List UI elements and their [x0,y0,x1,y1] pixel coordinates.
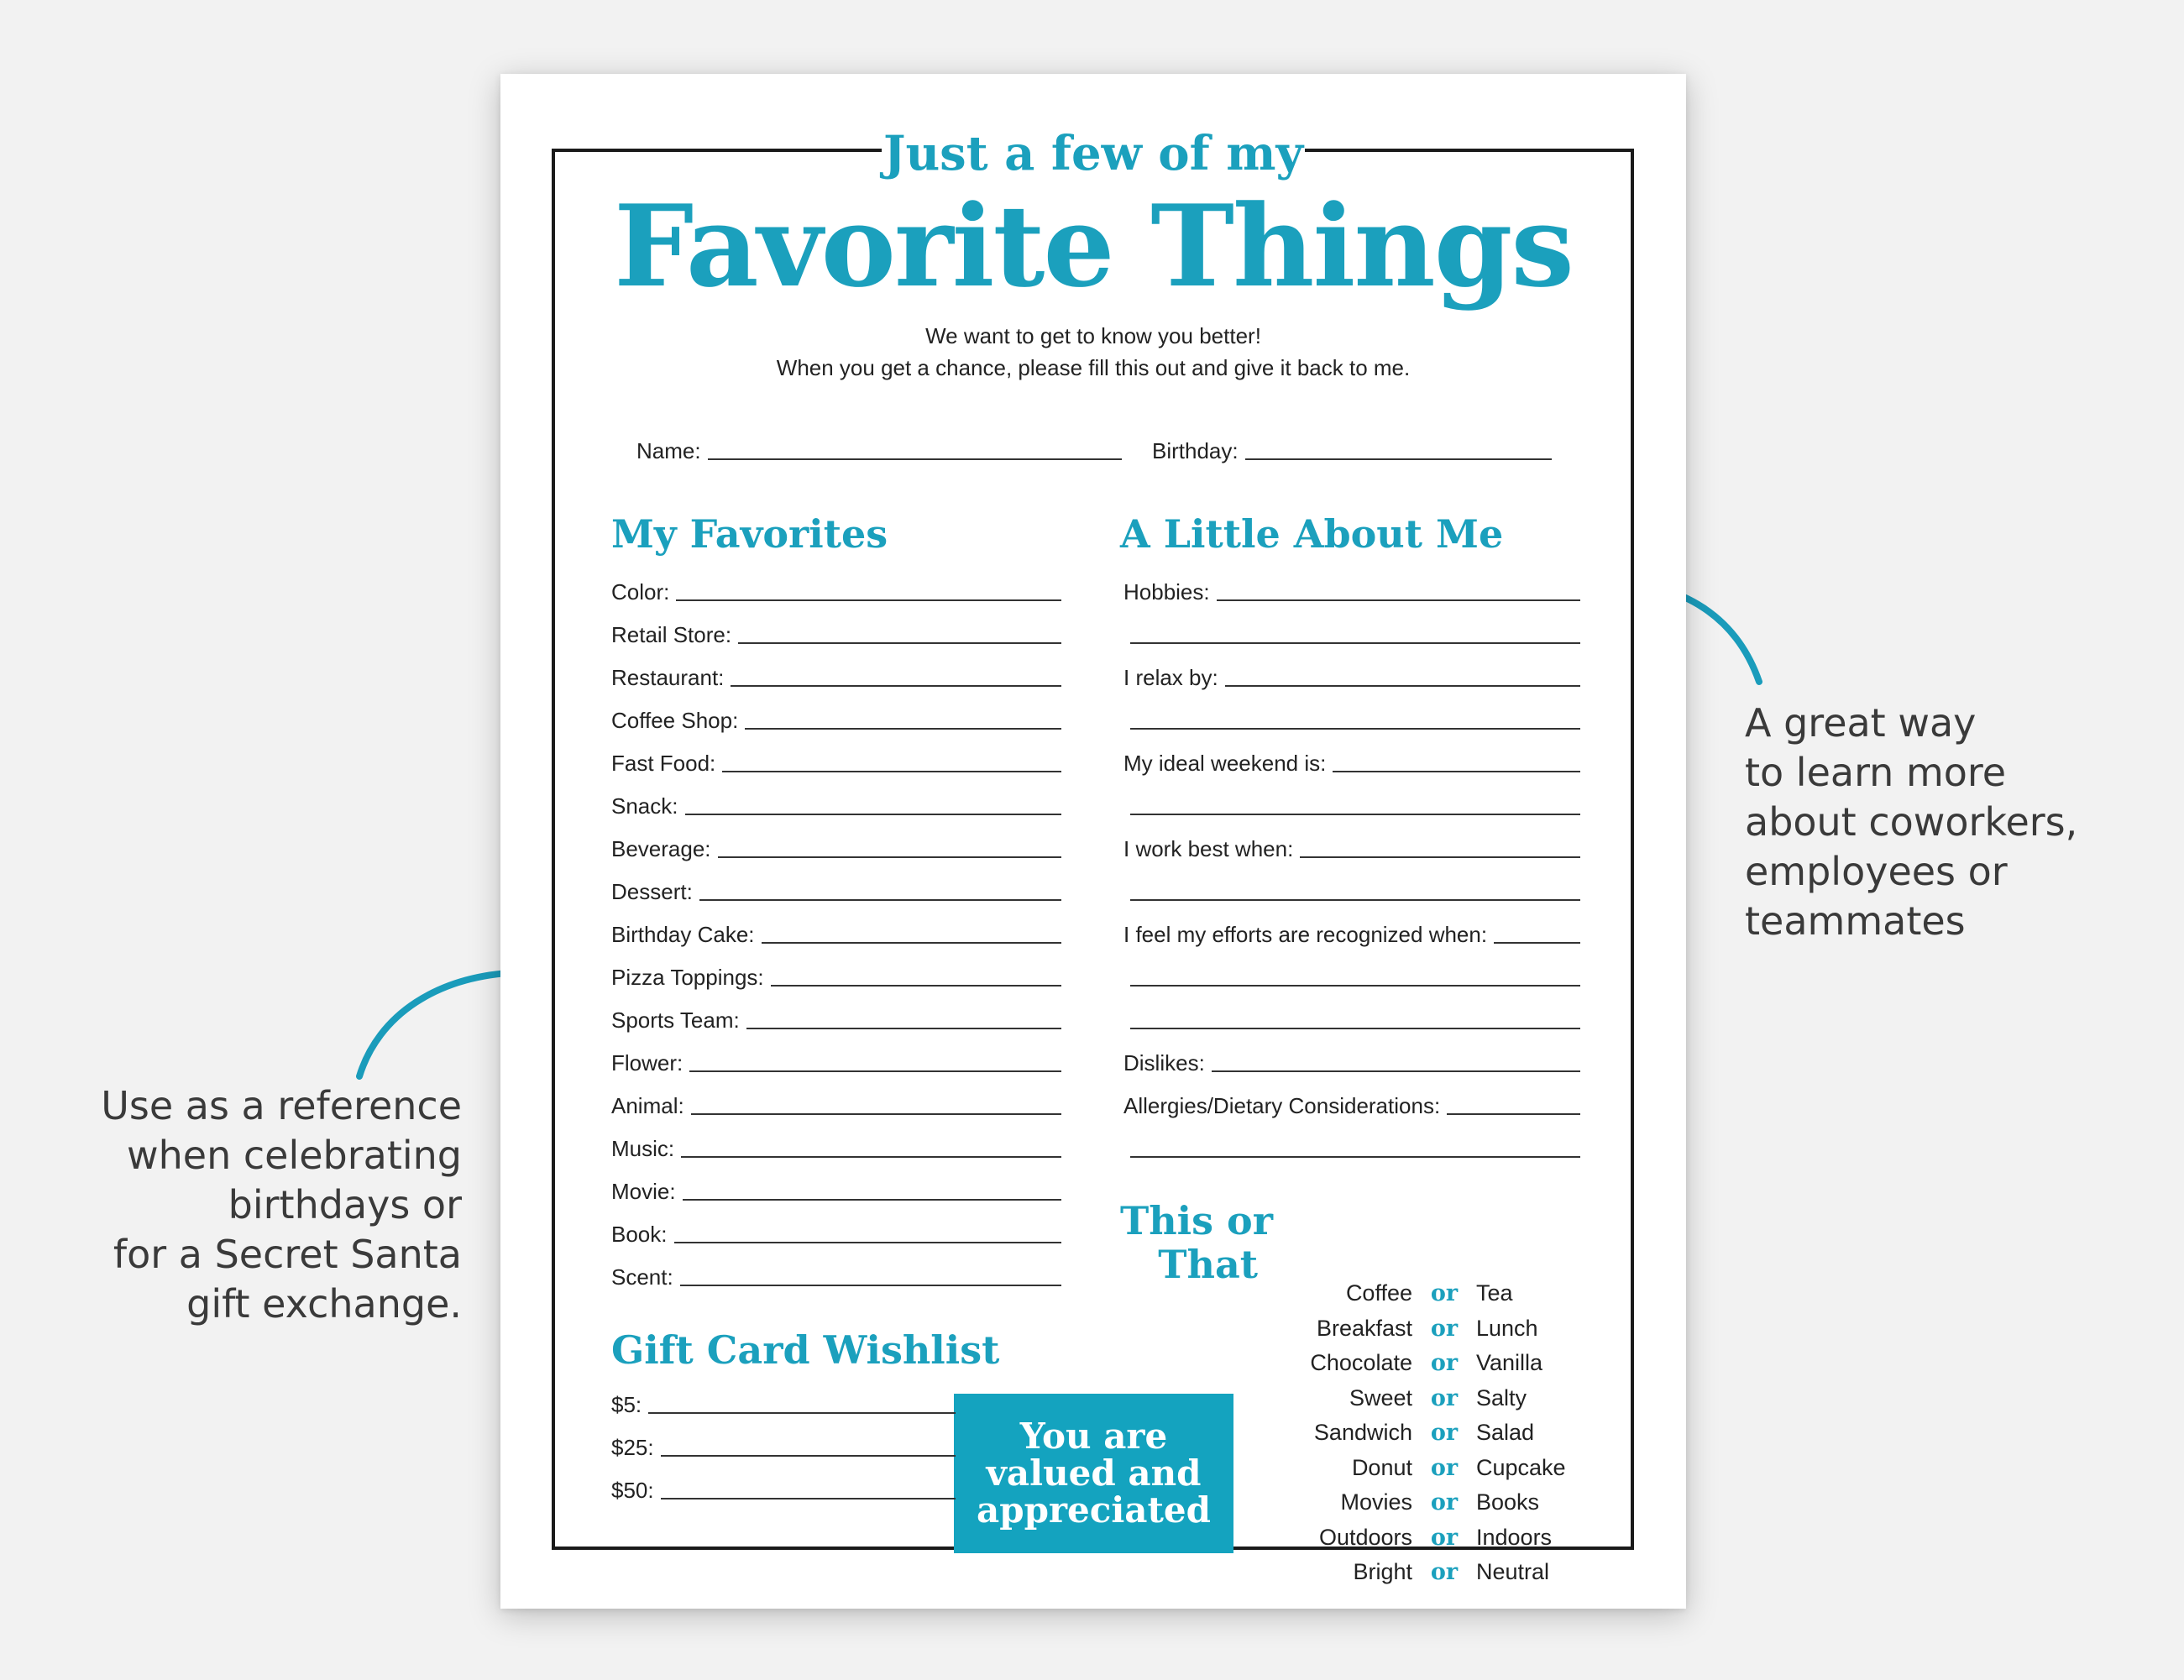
or-connector: or [1430,1315,1459,1342]
about-item-row[interactable] [1123,877,1580,906]
or-connector: or [1430,1420,1459,1446]
gift-card-item-line [648,1412,956,1414]
favorite-item-row[interactable] [611,706,1061,735]
favorite-item-label: Birthday Cake: [611,922,755,947]
favorite-item-label: Animal: [611,1093,684,1118]
about-item-label: Allergies/Dietary Considerations: [1123,1093,1441,1118]
favorite-item-label: Movie: [611,1179,676,1204]
favorite-item-line [689,1070,1061,1072]
about-item-line [1130,814,1580,815]
option-a[interactable]: Chocolate [1310,1350,1412,1375]
or-connector: or [1430,1384,1459,1411]
favorite-item-row[interactable] [611,1220,1061,1248]
favorite-item-row[interactable] [611,1177,1061,1206]
favorite-item-line [683,1199,1061,1201]
or-connector: or [1430,1559,1459,1585]
about-item-line [1217,599,1580,601]
favorite-item-label: Scent: [611,1264,673,1290]
option-b[interactable]: Books [1476,1489,1540,1515]
this-or-that-row [1275,1416,1594,1451]
favorite-item-row[interactable] [611,792,1061,820]
favorite-item-label: Restaurant: [611,665,725,690]
name-field[interactable] [636,437,1122,465]
favorite-item-row[interactable] [611,578,1061,606]
favorite-item-row[interactable] [611,1006,1061,1034]
this-or-that-row [1275,1276,1594,1311]
title-small: Just a few of my [882,120,1305,187]
gift-card-heading: Gift Card Wishlist [611,1327,1000,1373]
about-item-line [1130,1028,1580,1029]
about-item-label: I relax by: [1123,665,1218,690]
favorite-item-label: Sports Team: [611,1007,740,1033]
intro-line-2: When you get a chance, please fill this out and give it back to me. [776,355,1411,380]
favorite-item-line [676,599,1061,601]
favorite-item-line [685,814,1062,815]
this-or-that-row [1275,1346,1594,1381]
favorite-item-label: Coffee Shop: [611,708,739,733]
this-or-that-heading-line-1: This or [1120,1198,1273,1243]
favorite-item-row[interactable] [611,877,1061,906]
note-right: A great way to learn more about coworkers, employees or teammates [1745,700,2078,944]
about-item-row[interactable] [1123,1134,1580,1163]
about-item-line [1447,1113,1580,1115]
favorite-item-row[interactable] [611,920,1061,949]
gift-card-item-label: $25: [611,1435,654,1460]
option-a[interactable]: Donut [1351,1454,1412,1480]
about-item-line [1130,899,1580,901]
favorite-item-line [680,1285,1061,1286]
title-big: Favorite Things [614,180,1573,312]
about-item-row[interactable] [1123,920,1580,949]
option-b[interactable]: Tea [1476,1280,1513,1306]
worksheet-page [500,74,1686,1609]
gift-card-item-label: $50: [611,1478,654,1503]
intro-line-1: We want to get to know you better! [925,323,1261,348]
favorite-item-line [762,942,1061,944]
this-or-that-list [1275,1276,1594,1590]
this-or-that-row [1275,1555,1594,1590]
gift-card-item-row[interactable] [611,1433,956,1462]
option-b[interactable]: Lunch [1476,1315,1538,1341]
option-a[interactable]: Sandwich [1313,1420,1412,1445]
option-a[interactable]: Outdoors [1318,1524,1412,1550]
or-connector: or [1430,1454,1459,1481]
option-b[interactable]: Salty [1476,1384,1527,1410]
about-item-row[interactable] [1123,620,1580,649]
this-or-that-row [1275,1381,1594,1416]
about-item-line [1130,985,1580,987]
favorite-item-line [699,899,1061,901]
or-connector: or [1430,1350,1459,1376]
about-item-row[interactable] [1123,792,1580,820]
about-item-row[interactable] [1123,663,1580,692]
option-b[interactable]: Cupcake [1476,1454,1566,1480]
about-item-line [1300,856,1580,858]
gift-card-item-line [661,1455,956,1457]
option-b[interactable]: Vanilla [1476,1350,1543,1375]
valued-box: You are valued and appreciated [954,1394,1233,1553]
name-line [708,458,1122,460]
about-item-label: I feel my efforts are recognized when: [1123,922,1488,947]
favorite-item-row[interactable] [611,749,1061,777]
birthday-line [1245,458,1552,460]
favorite-item-label: Music: [611,1136,675,1161]
favorite-item-label: Color: [611,579,670,604]
about-item-line [1225,685,1580,687]
option-b[interactable]: Salad [1476,1420,1535,1445]
favorite-item-line [674,1242,1062,1243]
or-connector: or [1430,1489,1459,1515]
favorite-item-line [722,771,1061,772]
favorite-item-row[interactable] [611,663,1061,692]
favorite-item-line [731,685,1061,687]
this-or-that-row [1275,1485,1594,1520]
favorite-item-row[interactable] [611,620,1061,649]
favorite-item-row[interactable] [611,1091,1061,1120]
favorite-item-row[interactable] [611,1263,1061,1291]
about-item-line [1333,771,1580,772]
about-item-label: Dislikes: [1123,1050,1205,1076]
gift-card-item-row[interactable] [611,1390,956,1419]
my-favorites-heading: My Favorites [611,511,888,557]
about-item-line [1130,642,1580,644]
birthday-field[interactable] [1152,437,1552,465]
favorite-item-label: Dessert: [611,879,693,904]
about-item-row[interactable] [1123,706,1580,735]
or-connector: or [1430,1524,1459,1551]
gift-card-item-line [661,1498,956,1499]
gift-card-item-row[interactable] [611,1476,956,1505]
favorite-item-label: Book: [611,1222,668,1247]
favorite-item-line [681,1156,1061,1158]
birthday-label: Birthday: [1152,438,1239,463]
about-item-label: Hobbies: [1123,579,1210,604]
about-item-row[interactable] [1123,749,1580,777]
favorite-item-label: Beverage: [611,836,711,861]
note-left: Use as a reference when celebrating birthdays or for a Secret Santa gift exchange. [101,1083,462,1327]
about-item-row[interactable] [1123,963,1580,992]
about-item-row[interactable] [1123,578,1580,606]
option-a[interactable]: Coffee [1345,1280,1412,1306]
favorite-item-line [691,1113,1061,1115]
favorite-item-line [718,856,1061,858]
about-item-line [1494,942,1580,944]
favorite-item-label: Flower: [611,1050,683,1076]
or-connector: or [1430,1280,1459,1306]
about-item-line [1130,1156,1580,1158]
favorite-item-line [745,728,1061,730]
about-item-line [1130,728,1580,730]
about-me-heading: A Little About Me [1120,511,1504,557]
about-item-label: My ideal weekend is: [1123,751,1327,776]
favorite-item-row[interactable] [611,1049,1061,1077]
favorite-item-label: Retail Store: [611,622,732,647]
this-or-that-row [1275,1451,1594,1486]
option-b[interactable]: Indoors [1476,1524,1553,1550]
favorite-item-label: Fast Food: [611,751,716,776]
favorite-item-line [738,642,1061,644]
option-a[interactable]: Sweet [1349,1384,1412,1410]
about-item-row[interactable] [1123,1049,1580,1077]
about-item-line [1212,1070,1580,1072]
gift-card-item-label: $5: [611,1392,642,1417]
favorite-item-row[interactable] [611,963,1061,992]
favorite-item-row[interactable] [611,1134,1061,1163]
about-item-row[interactable] [1123,1091,1580,1120]
option-b[interactable]: Neutral [1476,1559,1550,1584]
about-item-row[interactable] [1123,835,1580,863]
favorite-item-line [746,1028,1061,1029]
this-or-that-row [1275,1311,1594,1347]
this-or-that-heading-line-2: That [1158,1242,1258,1287]
about-item-row[interactable] [1123,1006,1580,1034]
option-a[interactable]: Movies [1340,1489,1412,1515]
this-or-that-row [1275,1520,1594,1556]
this-or-that-heading [1120,1198,1273,1287]
favorite-item-row[interactable] [611,835,1061,863]
option-a[interactable]: Breakfast [1316,1315,1412,1341]
favorite-item-label: Pizza Toppings: [611,965,764,990]
favorite-item-label: Snack: [611,793,678,819]
about-item-label: I work best when: [1123,836,1294,861]
favorite-item-line [771,985,1061,987]
name-label: Name: [636,438,701,463]
option-a[interactable]: Bright [1353,1559,1412,1584]
